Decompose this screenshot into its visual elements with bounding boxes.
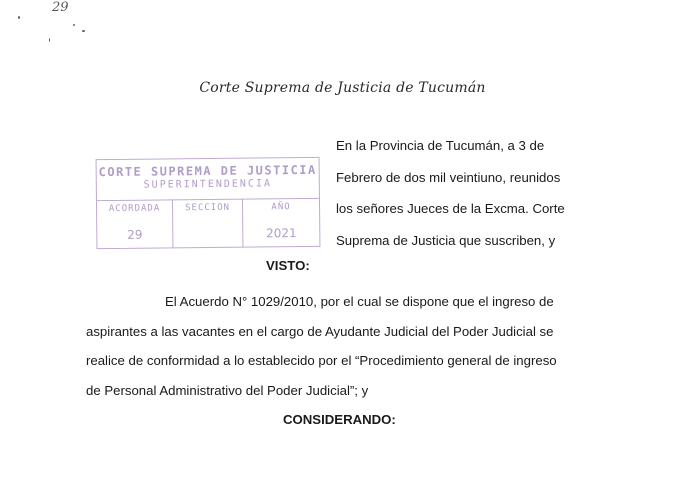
visto-heading: VISTO: [266, 258, 310, 273]
stamp-column-value: 29 [127, 227, 143, 242]
stamp-column-header: AÑO [271, 202, 291, 213]
body-line: El Acuerdo N° 1029/2010, por el cual se dispone que el ingreso de [165, 294, 554, 309]
stamp-department: SUPERINTENDENCIA [143, 178, 273, 191]
stamp-column-seccion [173, 199, 243, 248]
court-letterhead: Corte Suprema de Justicia de Tucumán [199, 80, 486, 96]
intro-line: En la Provincia de Tucumán, a 3 de [336, 138, 545, 153]
stamp-column-value: 2021 [265, 226, 297, 241]
intro-line: Suprema de Justicia que suscriben, y [336, 232, 556, 248]
stamp-column-acordada [97, 199, 173, 248]
stamp-column-value [173, 227, 242, 228]
registration-stamp [96, 157, 321, 249]
stamp-columns [97, 198, 319, 248]
scan-speck [73, 24, 75, 26]
body-line: aspirantes a las vacantes en el cargo de Ayudante Judicial del Poder Judicial se [86, 323, 554, 339]
stamp-organization: CORTE SUPREMA DE JUSTICIA [98, 162, 317, 180]
handwritten-corner-note: 29 [52, 0, 69, 15]
intro-line: Febrero de dos mil veintiuno, reunidos [336, 169, 561, 185]
stamp-column-header: SECCION [185, 202, 231, 214]
considerando-heading: CONSIDERANDO: [283, 412, 396, 427]
stamp-header [97, 158, 319, 201]
scan-speck [49, 38, 50, 42]
scan-speck [82, 30, 85, 32]
scan-speck [18, 16, 20, 19]
intro-line: los señores Jueces de la Excma. Corte [336, 201, 565, 216]
visto-paragraph [86, 287, 610, 405]
body-line: realice de conformidad a lo establecido por el “Procedimiento general de ingreso [86, 353, 557, 368]
stamp-column-ano [243, 198, 319, 247]
intro-paragraph [336, 130, 606, 256]
stamp-column-header: ACORDADA [108, 203, 161, 215]
body-line: de Personal Administrativo del Poder Judicial”; y [86, 382, 369, 398]
